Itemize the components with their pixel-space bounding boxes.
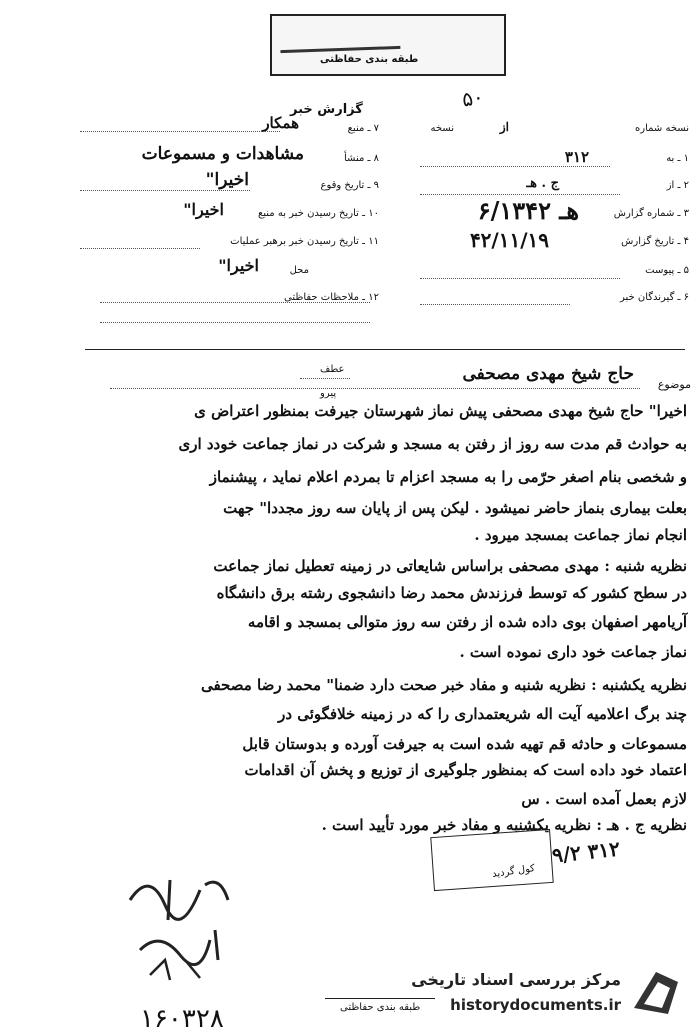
body-line-5: انجام نماز جماعت بمسجد میرود . xyxy=(474,526,687,544)
body-line-14: لازم بعمل آمده است . س xyxy=(521,790,687,808)
field-source-received-label: ۱۰ ـ تاریخ رسیدن خبر به منبع xyxy=(257,208,379,219)
field-report-date-label: ۴ ـ تاریخ گزارش xyxy=(621,236,689,247)
watermark-url: historydocuments.ir xyxy=(450,996,621,1014)
field-to-value: ۳۱۲ xyxy=(564,148,589,166)
body-line-1: اخیرا" حاج شیخ مهدی مصحفی پیش نماز شهرستان جیرفت بمنظور اعتراض ی xyxy=(194,402,687,420)
field-source-value: همکار xyxy=(262,114,299,132)
body-line-10: نظریه یکشنبه : نظریه شنبه و مفاد خبر صحت دارد ضمنا" محمد رضا مصحفی xyxy=(200,676,687,694)
field-attachment-label: ۵ ـ پیوست xyxy=(645,265,689,276)
body-line-7: در سطح کشور که توسط فرزندش محمد رضا دانشجوی رشته برق دانشگاه xyxy=(216,584,687,602)
body-line-9: نماز جماعت خود داری نموده است . xyxy=(459,643,687,661)
stamp-scribble xyxy=(280,22,401,53)
field-source-label: ۷ ـ منبع xyxy=(347,123,379,134)
received-stamp-text: کول گردید xyxy=(491,863,536,880)
handwritten-signature xyxy=(110,860,250,990)
field-copy-number-of: نسخه xyxy=(430,123,454,134)
body-line-6: نظریه شنبه : مهدی مصحفی براساس شایعاتی در زمینه تعطیل نماز جماعت xyxy=(213,557,687,575)
report-title-number: ۵۰ xyxy=(460,84,486,112)
field-report-number-value: هـ ۶/۱۳۴۲ xyxy=(477,196,579,225)
body-line-2: به حوادث قم مدت سه روز از رفتن به مسجد و شرکت در نماز جماعت خودد اری xyxy=(178,435,687,453)
subject-label: موضوع xyxy=(657,378,691,391)
received-stamp-date: ۹/۲ ۳۱۲ xyxy=(550,836,622,868)
received-stamp xyxy=(430,829,553,891)
field-origin-label: ۸ ـ منشأ xyxy=(343,153,379,164)
field-occurrence-date-label: ۹ ـ تاریخ وقوع xyxy=(320,180,379,191)
body-line-13: اعتماد خود داده است که بمنظور جلوگیری از توزیع و پخش آن اقدامات xyxy=(244,761,687,779)
field-source-received-value: اخیرا" xyxy=(183,200,224,219)
classification-label-top: طبقه بندی حفاظتی xyxy=(320,54,419,65)
field-occurrence-date-value: اخیرا" xyxy=(205,170,249,190)
body-line-8: آریامهر اصفهان بوی داده شده از رفتن سه روز متوالی بمسجد و اقامه xyxy=(247,613,687,631)
document-number: ۱۶۰۳۲۸ xyxy=(140,1004,224,1034)
field-copy-number-label: نسخه شماره xyxy=(635,123,689,134)
watermark-name: مرکز بررسی اسناد تاریخی xyxy=(411,970,621,989)
field-report-date-value: ۴۲/۱۱/۱۹ xyxy=(469,228,549,252)
field-place-value: اخیرا" xyxy=(218,256,259,275)
field-origin-value: مشاهدات و مسموعات xyxy=(141,144,304,164)
body-line-4: بعلت بیماری بنماز حاضر نمیشود . لیکن پس از پایان سه روز مجددا" جهت xyxy=(223,499,687,517)
field-security-notes-label: ۱۲ ـ ملاحظات حفاظتی xyxy=(284,292,379,303)
field-report-number-label: ۳ ـ شماره گزارش xyxy=(613,208,689,219)
field-recipients-label: ۶ ـ گیرندگان خبر xyxy=(619,292,689,303)
body-line-11: چند برگ اعلامیه آیت اله شریعتمداری را که در زمینه خلافگوئی در xyxy=(278,705,687,723)
field-copy-number-from: از xyxy=(499,120,509,134)
atf-label: عطف xyxy=(320,364,345,375)
footer-divider xyxy=(325,998,435,999)
field-place-label: محل xyxy=(289,265,309,276)
body-line-15: نظریه ج . هـ : نظریه یکشنبه و مفاد خبر مورد تأیید است . xyxy=(321,816,687,834)
subject-value: حاج شیخ مهدی مصحفی xyxy=(462,364,634,384)
peyro-label: پیرو xyxy=(320,388,337,399)
header-divider xyxy=(85,349,685,350)
field-ops-received-label: ۱۱ ـ تاریخ رسیدن خبر برهبر عملیات xyxy=(230,236,379,247)
classification-label-bottom: طبقه بندی حفاظتی xyxy=(340,1002,421,1013)
report-title: گزارش خبر xyxy=(290,102,363,117)
field-from-label: ۲ ـ از xyxy=(666,180,689,191)
field-to-label: ۱ ـ به xyxy=(666,153,689,164)
body-line-3: و شخصی بنام اصغر حرّمی را به مسجد اعزام تا بمردم اعلام نماید ، پیشنماز xyxy=(209,468,687,486)
archive-logo-icon xyxy=(628,968,684,1020)
body-line-12: مسموعات و حادثه قم تهیه شده است به جیرفت آورده و بدوستان قابل xyxy=(242,735,687,753)
field-from-value: ج . هـ xyxy=(526,176,559,191)
